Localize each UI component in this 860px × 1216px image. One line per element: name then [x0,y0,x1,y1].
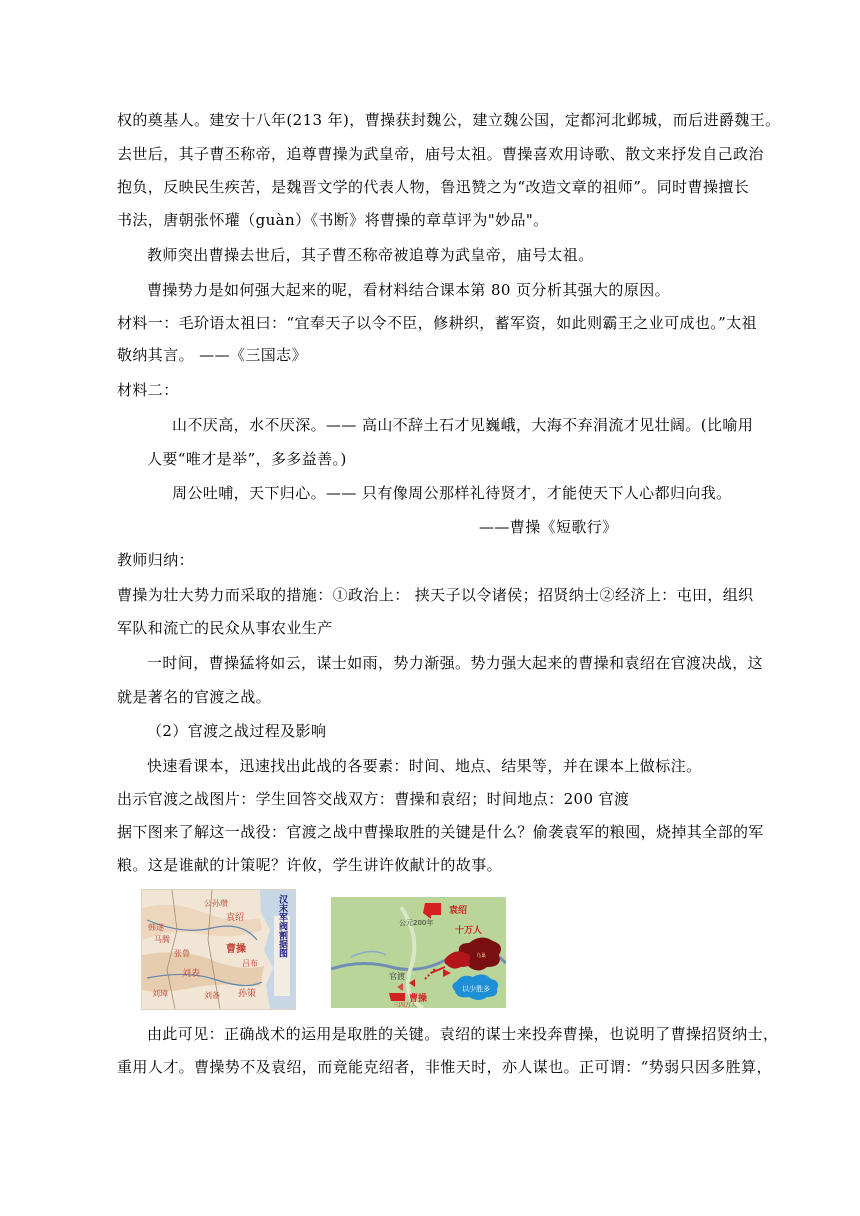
paragraph-line: 由此可见：正确战术的运用是取胜的关键。袁绍的谋士来投奔曹操，也说明了曹操招贤纳士， [147,1025,779,1043]
paragraph-line: 重用人才。曹操势不及袁绍，而竟能克绍者，非惟天时，亦人谋也。正可谓：“势弱只因多胜算， [117,1058,772,1076]
cloud-label: 以少胜多 [462,985,490,993]
granary-label: 乌巢 [475,953,487,959]
section-heading: （2）官渡之战过程及影响 [147,722,327,740]
map-label: 刘璋 [152,989,168,998]
quote-source: ——曹操《短歌行》 [479,518,618,536]
paragraph-line: 教师突出曹操去世后，其子曹丕称帝被追尊为武皇帝，庙号太祖。 [147,246,594,264]
map-label: 刘表 [182,969,201,979]
map-label: 孙策 [238,989,257,999]
paragraph-line: 曹操势力是如何强大起来的呢，看材料结合课本第 80 页分析其强大的原因。 [147,281,671,299]
map-label: 袁绍 [226,913,245,923]
paragraph-line: 据下图来了解这一战役：官渡之战中曹操取胜的关键是什么？偷袭袁军的粮囤，烧掉其全部的军 [117,823,764,841]
teacher-summary-heading: 教师归纳： [117,551,195,569]
year-label: 公元200年 [399,919,434,927]
map-vertical-title: 汉末军阀割据图 [277,894,287,958]
paragraph-line: 去世后，其子曹丕称帝，追尊曹操为武皇帝，庙号太祖。曹操喜欢用诗歌、散文来抒发自己政治 [117,145,764,163]
paragraph-line: 军队和流亡的民众从事农业生产 [117,619,333,637]
paragraph-line: 一时间，曹操猛将如云，谋士如雨，势力渐强。势力强大起来的曹操和袁绍在官渡决战，这 [147,654,764,672]
paragraph-line: 权的奠基人。建安十八年(213 年)，曹操获封魏公，建立魏公国，定都河北邺城，而后进爵魏王。 [117,111,781,129]
paragraph-line: 就是著名的官渡之战。 [117,688,272,706]
map-label: 刘备 [204,991,220,1000]
yuanshao-label: 袁绍 [449,906,468,916]
guandu-battle-svg [331,897,506,1008]
guandu-label: 官渡 [389,972,405,981]
yuanshao-troops-label: 十万人 [455,926,483,936]
caocao-troops-label: 三四万人 [393,1002,418,1008]
caocao-label: 曹操 [409,994,428,1004]
material-one-line: 材料一：毛玠语太祖曰：“宜奉天子以令不臣，修耕织，蓄军资，如此则霸王之业可成也。”太祖 [117,314,758,332]
warlord-map-svg [142,890,295,1009]
map-label: 张鲁 [174,949,190,958]
material-two-heading: 材料二： [117,381,179,399]
paragraph-line: 曹操为壮大势力而采取的措施：①政治上： 挟天子以令诸侯；招贤纳士②经济上：屯田，组织 [117,586,754,604]
paragraph-line: 书法，唐朝张怀瓘（guàn）《书断》将曹操的章草评为"妙品"。 [117,211,549,229]
paragraph-line: 抱负，反映民生疾苦，是魏晋文学的代表人物，鲁迅赞之为“改造文章的祖师”。同时曹操擅长 [117,178,750,196]
guandu-battle-image [331,897,506,1008]
paragraph-line: 出示官渡之战图片：学生回答交战双方：曹操和袁绍；时间地点：200 官渡 [117,790,630,808]
map-label: 曹操 [226,944,246,955]
quote-line: 周公吐哺，天下归心。—— 只有像周公那样礼待贤才，才能使天下人心都归向我。 [172,484,732,502]
map-label: 吕布 [242,959,258,968]
map-label: 马腾 [154,935,170,944]
map-label: 公孙瓒 [204,899,228,908]
quote-line: 人要“唯才是举”，多多益善。) [147,450,347,468]
map-label: 韩遂 [148,923,164,932]
quote-line: 山不厌高，水不厌深。—— 高山不辞土石才见巍峨，大海不弃涓流才见壮阔。(比喻用 [172,416,754,434]
paragraph-line: 快速看课本，迅速找出此战的各要素：时间、地点、结果等，并在课本上做标注。 [147,757,702,775]
paragraph-line: 粮。这是谁献的计策呢？许攸，学生讲许攸献计的故事。 [117,856,503,874]
warlord-map-image [141,889,296,1010]
material-one-source: 敬纳其言。 ——《三国志》 [117,346,307,364]
